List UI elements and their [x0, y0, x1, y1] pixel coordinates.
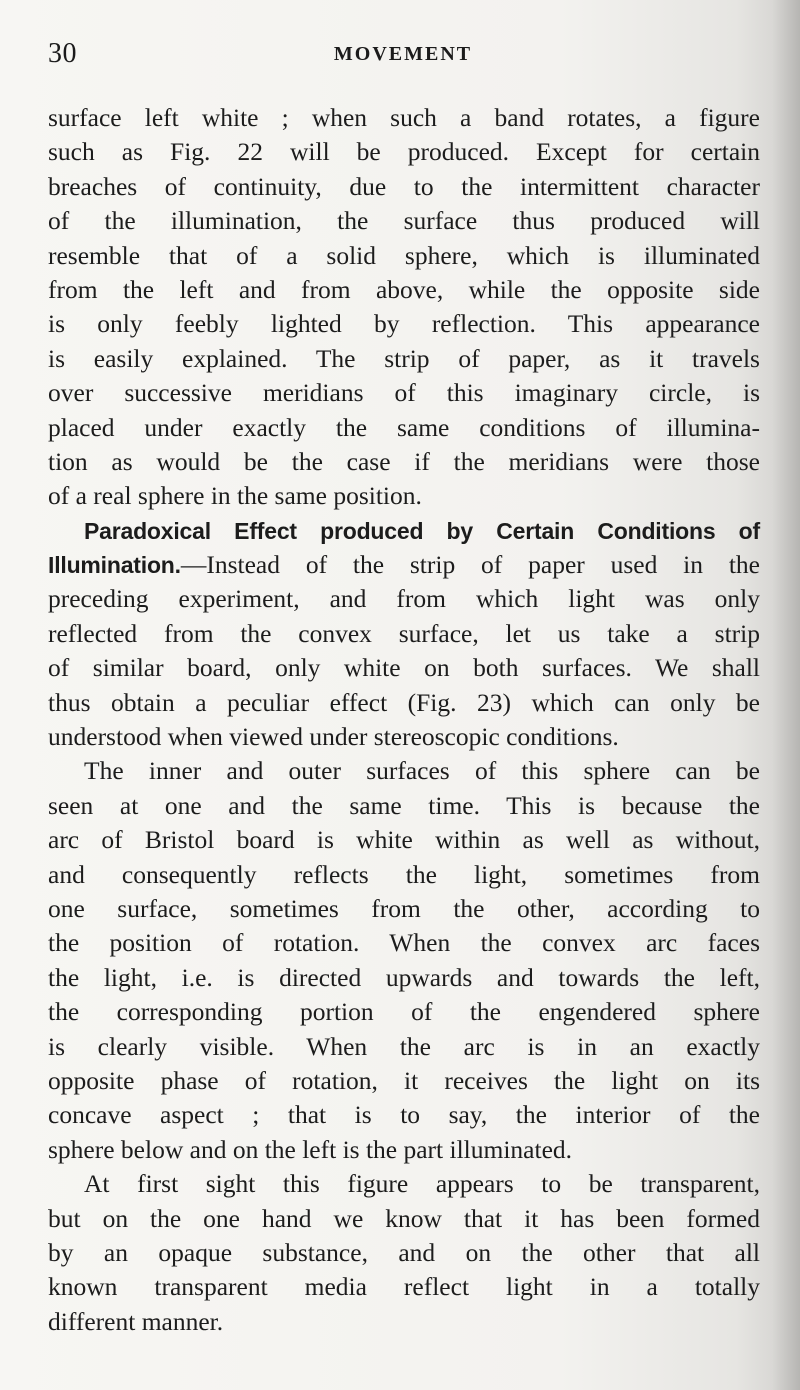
text-line: the light, i.e. is directed upwards and towards the left,	[48, 962, 760, 992]
text-line: placed under exactly the same conditions of illumina-	[48, 412, 760, 442]
text-line: from the left and from above, while the opposite side	[48, 274, 760, 304]
text-line: understood when viewed under stereoscopic conditions.	[48, 722, 619, 752]
text-line: the corresponding portion of the engendered sphere	[48, 997, 760, 1027]
text-line: seen at one and the same time. This is because the	[48, 790, 760, 820]
text-line: of the illumination, the surface thus produced will	[48, 206, 760, 236]
text-line: is easily explained. The strip of paper, as it travels	[48, 343, 760, 373]
text-line	[48, 548, 760, 582]
text-line: arc of Bristol board is white within as well as without,	[48, 825, 760, 855]
running-head: MOVEMENT	[333, 43, 473, 65]
text-line: different manner.	[48, 1306, 224, 1336]
text-line-rest: —Instead of the strip of paper used in the	[180, 550, 760, 580]
text-line: reflected from the convex surface, let us take a strip	[48, 618, 760, 648]
text-line: and consequently reflects the light, sometimes from	[48, 859, 760, 889]
text-line: preceding experiment, and from which light was only	[48, 584, 760, 614]
text-line: surface left white ; when such a band rotates, a figure	[48, 103, 760, 132]
page-number: 30	[48, 38, 77, 69]
text-line: of a real sphere in the same position.	[48, 481, 422, 511]
text-line: such as Fig. 22 will be produced. Except for certain	[48, 137, 760, 167]
body-text	[48, 101, 760, 1339]
section-heading-text: Illumination.	[48, 552, 181, 579]
text-line: by an opaque substance, and on the other that all	[48, 1237, 760, 1267]
section-heading	[48, 514, 760, 548]
text-line: opposite phase of rotation, it receives the light on its	[48, 1065, 760, 1095]
text-line: one surface, sometimes from the other, according to	[48, 893, 760, 923]
text-line: of similar board, only white on both surfaces. We shall	[48, 653, 760, 683]
page-edge-shadow	[772, 0, 800, 1390]
text-line: sphere below and on the left is the part illuminated.	[48, 1134, 573, 1164]
section-heading-text: Paradoxical Effect produced by Certain Conditions of	[84, 517, 760, 544]
page-header	[48, 38, 758, 78]
text-line: breaches of continuity, due to the intermittent character	[48, 171, 760, 201]
text-line: resemble that of a solid sphere, which is illuminated	[48, 240, 760, 270]
text-line: thus obtain a peculiar effect (Fig. 23) which can only be	[48, 687, 760, 717]
text-line: is clearly visible. When the arc is in an exactly	[48, 1031, 760, 1061]
text-line: known transparent media reflect light in a totally	[48, 1272, 760, 1302]
text-line: over successive meridians of this imaginary circle, is	[48, 378, 760, 408]
text-line: but on the one hand we know that it has been formed	[48, 1203, 760, 1233]
text-line: concave aspect ; that is to say, the interior of the	[48, 1100, 760, 1130]
text-line: The inner and outer surfaces of this sphere can be	[84, 756, 760, 786]
text-line: At first sight this figure appears to be transparent,	[84, 1169, 760, 1199]
text-line: is only feebly lighted by reflection. This appearance	[48, 309, 760, 339]
text-line: tion as would be the case if the meridians were those	[48, 446, 760, 476]
text-line: the position of rotation. When the convex arc faces	[48, 928, 760, 958]
